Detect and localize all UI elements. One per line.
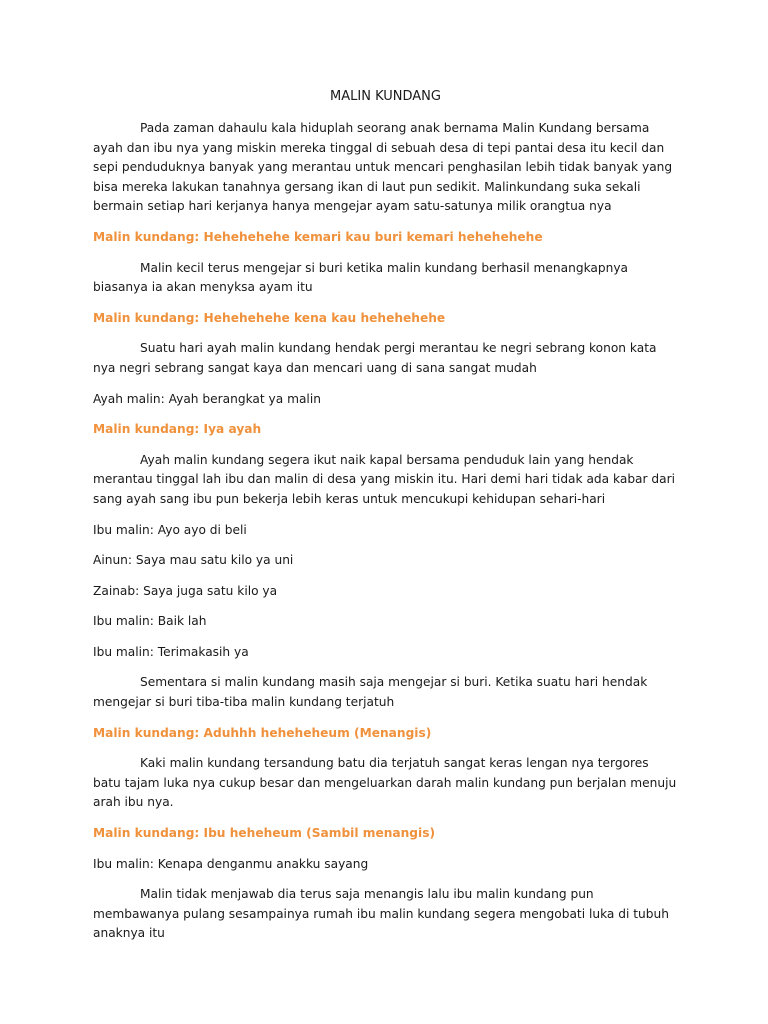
dialogue-line: Ibu malin: Baik lah: [93, 614, 207, 629]
narration-paragraph: Sementara si malin kundang masih saja mengejar si buri. Ketika suatu hari hendak mengejar si buri tiba-tiba malin kundang terjatuh: [93, 675, 648, 710]
malin-dialogue-line: Malin kundang: Hehehehehe kena kau hehehehehe: [93, 310, 446, 325]
narration-paragraph: Suatu hari ayah malin kundang hendak pergi merantau ke negri sebrang konon kata nya negri sebrang sangat kaya dan mencari uang di sana sangat mudah: [93, 341, 657, 375]
dialogue-line: Ibu malin: Kenapa denganmu anakku sayang: [93, 856, 369, 871]
document-page: [93, 88, 678, 955]
dialogue-line: Zainab: Saya juga satu kilo ya: [93, 583, 278, 598]
malin-dialogue-line: Malin kundang: Hehehehehe kemari kau buri kemari hehehehehe: [93, 229, 543, 244]
narration-paragraph: Pada zaman dahaulu kala hiduplah seorang anak bernama Malin Kundang bersama ayah dan ibu nya yang miskin mereka tinggal di sebuah desa di tepi pantai desa itu kecil dan sepi penduduknya banyak yang merantau untuk mencari penghasilan lebih tidak banyak yang bisa mereka lakukan tanahnya gersang ikan di laut pun sedikit. Malinkundang suka sekali bermain setiap hari kerjanya hanya mengejar ayam satu-satunya milik orangtua nya: [93, 121, 673, 214]
narration-paragraph: Ayah malin kundang segera ikut naik kapal bersama penduduk lain yang hendak merantau tinggal lah ibu dan malin di desa yang miskin itu. Hari demi hari tidak ada kabar dari sang ayah sang ibu pun bekerja lebih keras untuk mencukupi kehidupan sehari-hari: [93, 452, 676, 506]
malin-dialogue-line: Malin kundang: Aduhhh heheheheum (Menangis): [93, 725, 432, 740]
dialogue-line: Ibu malin: Ayo ayo di beli: [93, 522, 247, 537]
malin-dialogue-line: Malin kundang: Ibu heheheum (Sambil menangis): [93, 826, 436, 841]
dialogue-line: Ibu malin: Terimakasih ya: [93, 644, 249, 659]
narration-paragraph: Malin tidak menjawab dia terus saja menangis lalu ibu malin kundang pun membawanya pulang sesampainya rumah ibu malin kundang segera mengobati luka di tubuh anaknya itu: [93, 887, 669, 941]
dialogue-line: Ayah malin: Ayah berangkat ya malin: [93, 391, 321, 406]
malin-dialogue-line: Malin kundang: Iya ayah: [93, 422, 262, 437]
dialogue-line: Ainun: Saya mau satu kilo ya uni: [93, 553, 294, 568]
document-title: MALIN KUNDANG: [330, 89, 441, 104]
narration-paragraph: Kaki malin kundang tersandung batu dia terjatuh sangat keras lengan nya tergores batu tajam luka nya cukup besar dan mengeluarkan darah malin kundang pun berjalan menuju arah ibu nya.: [93, 756, 677, 810]
narration-paragraph: Malin kecil terus mengejar si buri ketika malin kundang berhasil menangkapnya biasanya ia akan menyksa ayam itu: [93, 260, 629, 295]
